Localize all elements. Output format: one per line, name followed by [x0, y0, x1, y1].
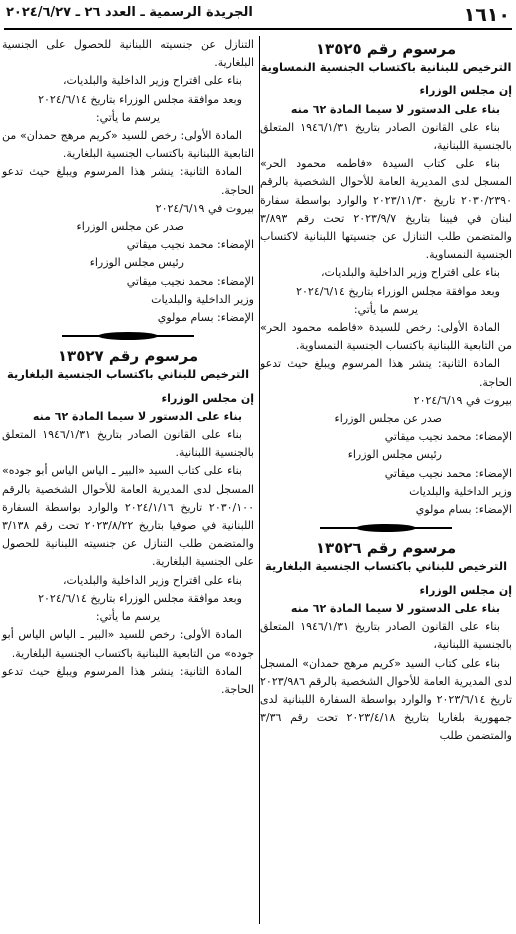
section-ornament [260, 521, 512, 535]
decrees-line: يرسم ما يأتي: [95, 610, 161, 624]
paragraph: بناء على كتاب السيدة «فاطمه محمود الحر» المسجل لدى المديرية العامة للأحوال الشخصية بالرقم ٢٠٣٠/٢٣٩٠ تاريخ ٢٠٢٣/١١/٣٠ والوارد بواسطة سفارة لبنان في فيينا بتاريخ ٢٠٢٣/٩/٧ تحت رقم ٣/٨٩٣ والمتضمن طلب التنازل عن جنسيتها اللبنانية لاكتساب الجنسية النمساوية. [260, 157, 512, 262]
article-two: المادة الثانية: ينشر هذا المرسوم ويبلغ حيث تدعو الحاجة. [2, 165, 254, 197]
paragraph: بناء على القانون الصادر بتاريخ ١٩٤٦/١/٣١ المتعلق بالجنسية اللبنانية. [2, 428, 254, 460]
paragraph: بناء على اقتراح وزير الداخلية والبلديات، [62, 74, 242, 88]
signature-line: صدر عن مجلس الوزراء [76, 220, 184, 234]
signature-line: الإمضاء: بسام مولوي [157, 311, 254, 325]
decree-title: الترخيص للبناني باكتساب الجنسية البلغارية [264, 559, 508, 574]
article-two: المادة الثانية: ينشر هذا المرسوم ويبلغ حيث تدعو الحاجة. [2, 664, 254, 696]
right-column [260, 36, 512, 746]
place-date: بيروت في ٢٠٢٤/٦/١٩ [413, 393, 512, 407]
basis-line: بناء على الدستور لا سيما المادة ٦٢ منه [290, 601, 500, 615]
paragraph: التنازل عن جنسيته اللبنانية للحصول على الجنسية البلغارية. [2, 38, 254, 70]
council-heading: إن مجلس الوزراء [161, 391, 254, 405]
council-heading: إن مجلس الوزراء [419, 583, 512, 597]
decree-heading: مرسوم رقم ١٣٥٢٥ [315, 40, 457, 58]
page-number: ١٦١٠ [463, 4, 510, 26]
paragraph: وبعد موافقة مجلس الوزراء بتاريخ ٢٠٢٤/٦/١٤ [296, 284, 500, 298]
decree-heading: مرسوم رقم ١٣٥٢٦ [315, 539, 457, 558]
signature-line: وزير الداخلية والبلديات [151, 292, 254, 306]
paragraph: بناء على اقتراح وزير الداخلية والبلديات، [320, 266, 500, 280]
section-ornament [2, 329, 254, 343]
running-head: الجريدة الرسمية ـ العدد ٢٦ ـ ٢٠٢٤/٦/٢٧ [6, 5, 253, 20]
article-one: المادة الأولى: رخص للسيدة «فاطمه محمود الحر» من التابعية اللبنانية باكتساب الجنسية النمساوية. [260, 321, 512, 353]
decrees-line: يرسم ما يأتي: [353, 302, 419, 316]
paragraph: بناء على كتاب السيد «البير ـ الياس الياس أبو جوده» المسجل لدى المديرية العامة للأحوال الشخصية بالرقم ٢٠٣٠/١٠٠ تاريخ ٢٠٢٤/١/١٦ والوارد بواسطة السفارة اللبنانية في صوفيا بتاريخ ٢٠٢٣/٨/٢٢ تحت رقم ٣/١٣٨ والمتضمن طلب التنازل عن جنسيته اللبنانية للحصول على الجنسية البلغارية. [2, 464, 254, 569]
basis-line: بناء على الدستور لا سيما المادة ٦٢ منه [290, 102, 500, 116]
left-column [2, 36, 254, 699]
decree-title: الترخيص للبناني باكتساب الجنسية البلغارية [6, 367, 250, 382]
paragraph: بناء على اقتراح وزير الداخلية والبلديات، [62, 573, 242, 587]
decrees-line: يرسم ما يأتي: [95, 110, 161, 124]
signature-line: الإمضاء: محمد نجيب ميقاتي [384, 466, 512, 480]
article-two: المادة الثانية: ينشر هذا المرسوم ويبلغ حيث تدعو الحاجة. [260, 357, 512, 389]
signature-line: صدر عن مجلس الوزراء [334, 412, 442, 426]
page-header [4, 2, 512, 30]
paragraph: بناء على كتاب السيد «كريم مرهج حمدان» المسجل لدى المديرية العامة للأحوال الشخصية بالرقم ٢٠٢٣/٩٨٦ تاريخ ٢٠٢٣/٦/١٤ والوارد بواسطة السفارة اللبنانية لدى جمهورية بلغاريا بتاريخ ٢٠٢٣/٤/١٨ تحت رقم ٣/٣٦ والمتضمن طلب [260, 656, 513, 743]
place-date: بيروت في ٢٠٢٤/٦/١٩ [155, 201, 254, 215]
signature-line: الإمضاء: محمد نجيب ميقاتي [384, 430, 512, 444]
signature-line: الإمضاء: بسام مولوي [415, 503, 512, 517]
paragraph: بناء على القانون الصادر بتاريخ ١٩٤٦/١/٣١ المتعلق بالجنسية اللبنانية، [260, 120, 512, 153]
signature-line: رئيس مجلس الوزراء [347, 448, 442, 462]
basis-line: بناء على الدستور لا سيما المادة ٦٢ منه [32, 409, 242, 423]
paragraph: وبعد موافقة مجلس الوزراء بتاريخ ٢٠٢٤/٦/١٤ [38, 591, 242, 605]
council-heading: إن مجلس الوزراء [419, 84, 512, 98]
signature-line: وزير الداخلية والبلديات [409, 484, 512, 498]
decree-title: الترخيص للبنانية باكتساب الجنسية النمساوية [260, 60, 512, 75]
signature-line: الإمضاء: محمد نجيب ميقاتي [126, 274, 254, 288]
paragraph: بناء على القانون الصادر بتاريخ ١٩٤٦/١/٣١ المتعلق بالجنسية اللبنانية، [260, 620, 512, 652]
signature-line: الإمضاء: محمد نجيب ميقاتي [126, 238, 254, 252]
article-one: المادة الأولى: رخص للسيد «كريم مرهج حمدان» من التابعية اللبنانية باكتساب الجنسية البلغارية. [2, 129, 254, 161]
article-one: المادة الأولى: رخص للسيد «البير ـ الياس الياس أبو جوده» من التابعية اللبنانية باكتساب الجنسية البلغارية. [2, 628, 254, 660]
signature-line: رئيس مجلس الوزراء [89, 256, 184, 270]
decree-heading: مرسوم رقم ١٣٥٢٧ [57, 347, 199, 366]
paragraph: وبعد موافقة مجلس الوزراء بتاريخ ٢٠٢٤/٦/١٤ [38, 92, 242, 106]
